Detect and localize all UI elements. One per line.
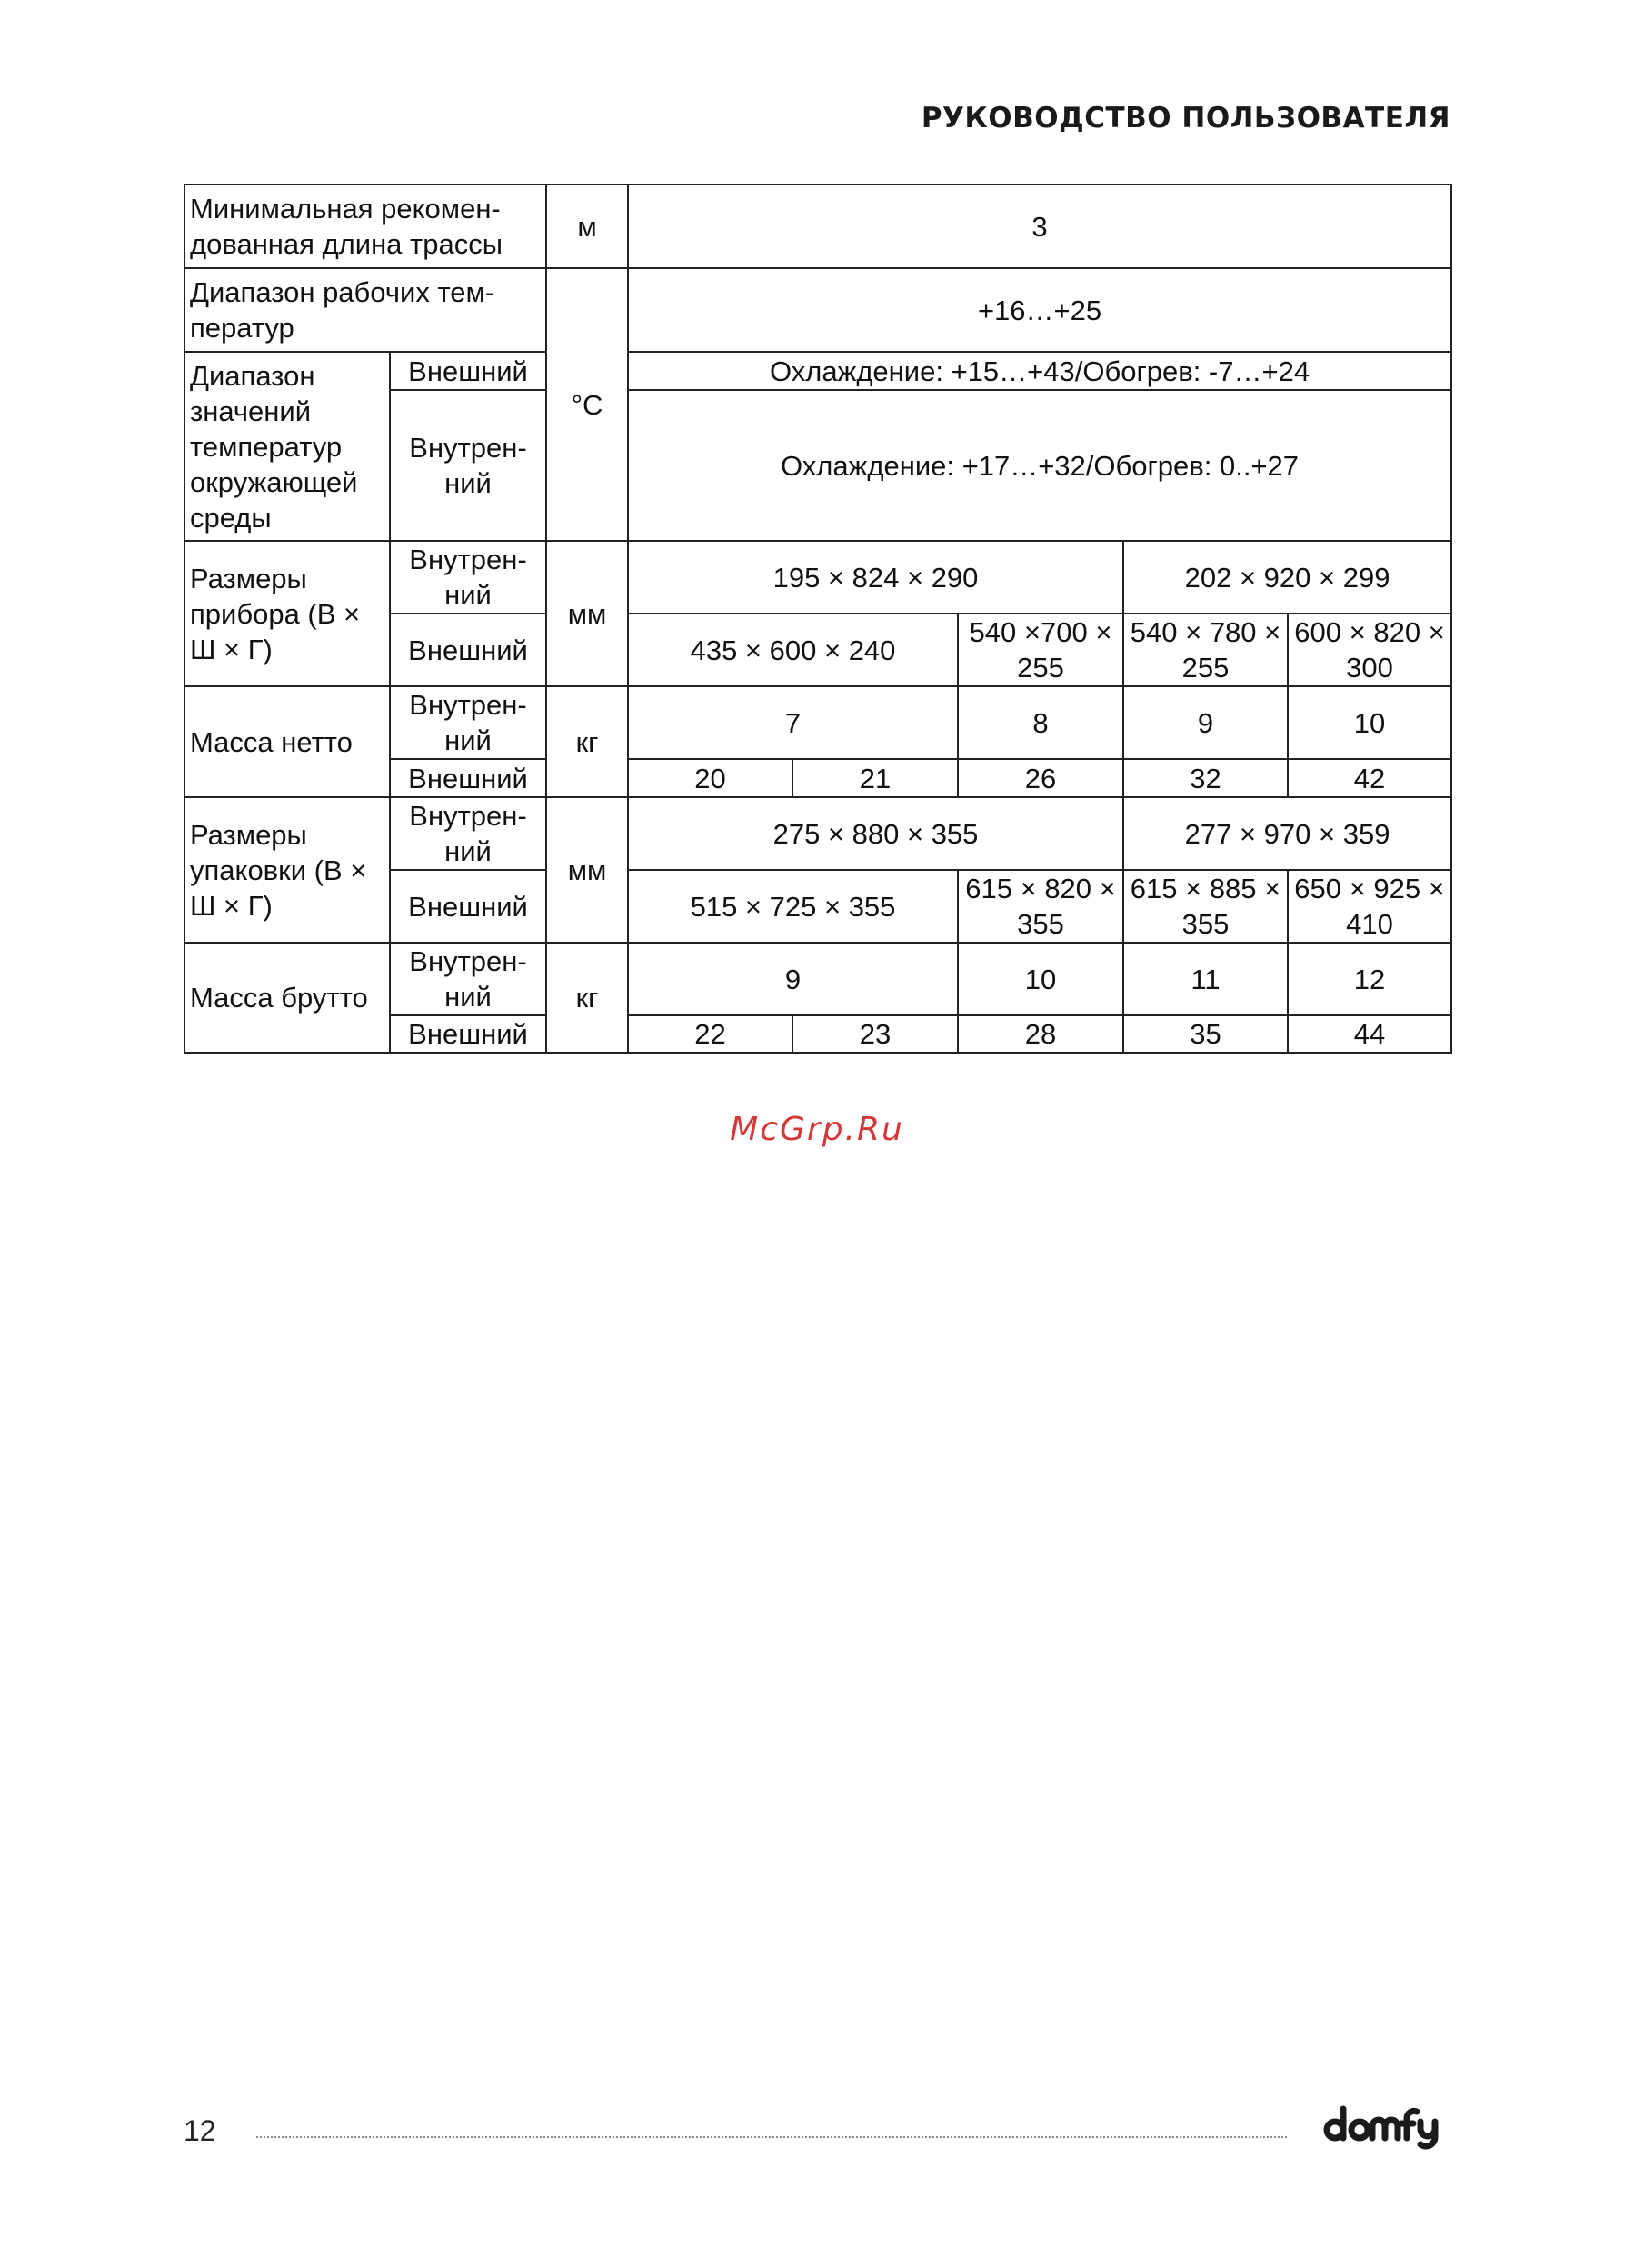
table-row	[184, 943, 1451, 1015]
gross-mass-inner-value: 10	[958, 943, 1123, 1015]
route-length-unit: м	[546, 185, 628, 268]
net-mass-inner-value: 9	[1123, 686, 1288, 759]
package-size-inner-value: 277 × 970 × 359	[1123, 797, 1451, 870]
package-size-outer-label: Внешний	[390, 870, 546, 943]
working-temp-label: Диапазон рабочих тем-ператур	[184, 268, 546, 352]
package-size-inner-label: Внутрен-ний	[390, 797, 546, 870]
device-size-label: Размеры прибора (В × Ш × Г)	[184, 541, 390, 686]
ambient-outer-label: Внешний	[390, 352, 546, 390]
route-length-value: 3	[628, 185, 1451, 268]
gross-mass-outer-value: 28	[958, 1015, 1123, 1053]
watermark-link[interactable]: McGrp.Ru	[730, 1111, 904, 1148]
package-size-outer-value: 615 × 820 × 355	[958, 870, 1123, 943]
package-size-outer-value: 515 × 725 × 355	[628, 870, 958, 943]
device-size-inner-label: Внутрен-ний	[390, 541, 546, 614]
gross-mass-label: Масса брутто	[184, 943, 390, 1053]
device-size-outer-value: 540 ×700 × 255	[958, 614, 1123, 686]
net-mass-label: Масса нетто	[184, 686, 390, 797]
package-size-unit: мм	[546, 797, 628, 943]
package-size-outer-value: 650 × 925 × 410	[1288, 870, 1451, 943]
ambient-inner-label: Внутрен-ний	[390, 390, 546, 541]
gross-mass-outer-value: 23	[792, 1015, 958, 1053]
device-size-outer-label: Внешний	[390, 614, 546, 686]
gross-mass-outer-value: 35	[1123, 1015, 1288, 1053]
table-row	[184, 185, 1451, 268]
gross-mass-inner-value: 11	[1123, 943, 1288, 1015]
ambient-temp-label: Диапазон значений температур окружающей среды	[184, 352, 390, 541]
net-mass-inner-label: Внутрен-ний	[390, 686, 546, 759]
gross-mass-inner-value: 12	[1288, 943, 1451, 1015]
package-size-label: Размеры упаковки (В × Ш × Г)	[184, 797, 390, 943]
net-mass-inner-value: 8	[958, 686, 1123, 759]
gross-mass-unit: кг	[546, 943, 628, 1053]
net-mass-outer-value: 42	[1288, 759, 1451, 797]
footer-dotted-divider	[256, 2136, 1287, 2138]
gross-mass-outer-value: 22	[628, 1015, 792, 1053]
table-row	[184, 352, 1451, 390]
temperature-unit: °C	[546, 268, 628, 541]
specifications-table	[184, 184, 1452, 1054]
net-mass-inner-value: 7	[628, 686, 958, 759]
package-size-outer-value: 615 × 885 × 355	[1123, 870, 1288, 943]
gross-mass-inner-label: Внутрен-ний	[390, 943, 546, 1015]
table-row	[184, 686, 1451, 759]
table-row	[184, 797, 1451, 870]
working-temp-value: +16…+25	[628, 268, 1451, 352]
device-size-outer-value: 600 × 820 × 300	[1288, 614, 1451, 686]
net-mass-outer-label: Внешний	[390, 759, 546, 797]
device-size-inner-value: 202 × 920 × 299	[1123, 541, 1451, 614]
device-size-outer-value: 435 × 600 × 240	[628, 614, 958, 686]
net-mass-outer-value: 32	[1123, 759, 1288, 797]
net-mass-outer-value: 21	[792, 759, 958, 797]
domfy-logo	[1322, 2101, 1451, 2154]
net-mass-outer-value: 20	[628, 759, 792, 797]
device-size-unit: мм	[546, 541, 628, 686]
device-size-inner-value: 195 × 824 × 290	[628, 541, 1123, 614]
document-header-title: РУКОВОДСТВО ПОЛЬЗОВАТЕЛЯ	[921, 102, 1450, 135]
page-number: 12	[184, 2114, 216, 2147]
net-mass-outer-value: 26	[958, 759, 1123, 797]
gross-mass-inner-value: 9	[628, 943, 958, 1015]
package-size-inner-value: 275 × 880 × 355	[628, 797, 1123, 870]
ambient-outer-value: Охлаждение: +15…+43/Обогрев: -7…+24	[628, 352, 1451, 390]
gross-mass-outer-value: 44	[1288, 1015, 1451, 1053]
gross-mass-outer-label: Внешний	[390, 1015, 546, 1053]
net-mass-inner-value: 10	[1288, 686, 1451, 759]
route-length-label: Минимальная рекомен-дованная длина трассы	[184, 185, 546, 268]
device-size-outer-value: 540 × 780 × 255	[1123, 614, 1288, 686]
net-mass-unit: кг	[546, 686, 628, 797]
ambient-inner-value: Охлаждение: +17…+32/Обогрев: 0..+27	[628, 390, 1451, 541]
table-row	[184, 541, 1451, 614]
table-row	[184, 268, 1451, 352]
